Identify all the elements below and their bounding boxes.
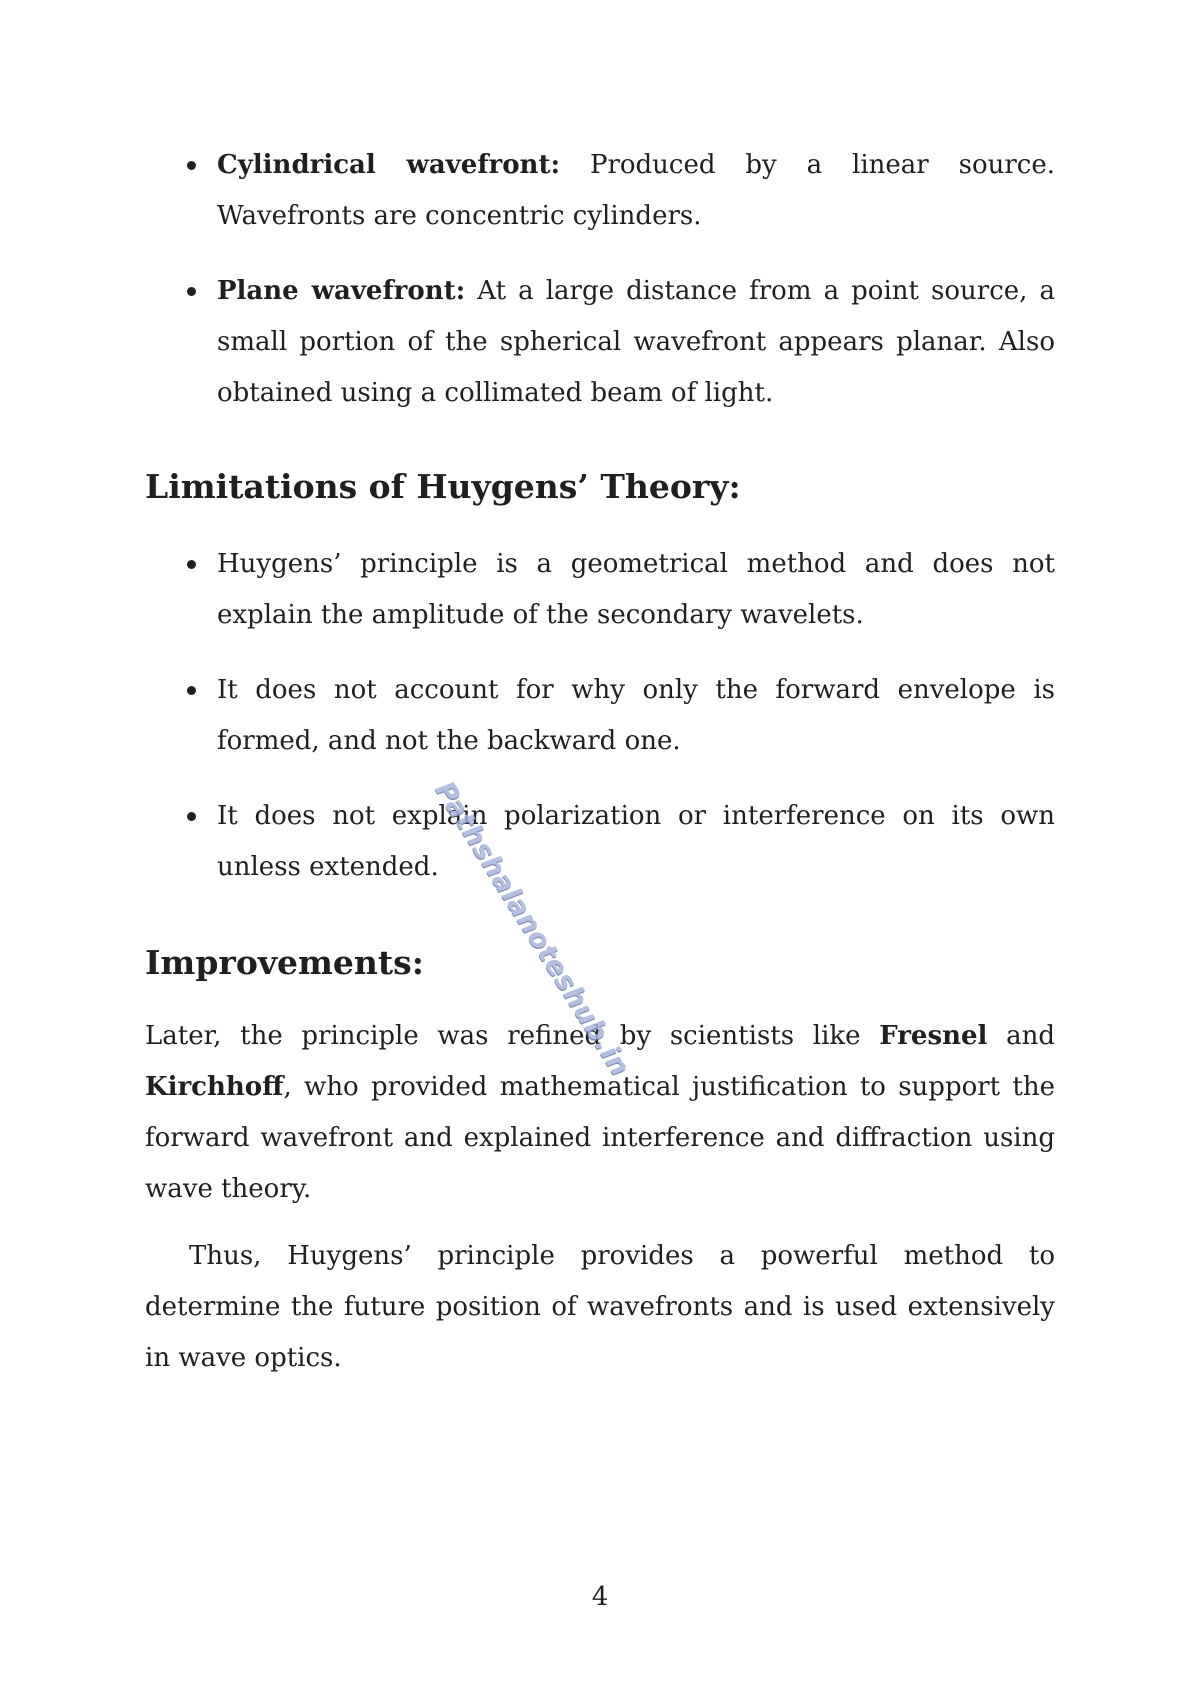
term-label: Cylindrical wavefront:: [217, 150, 561, 180]
bullet-icon: [187, 812, 196, 821]
wavefront-types-list: [145, 140, 1055, 419]
paragraph-text: , who provided mathematical justification to support the forward wavefront and explained interference and diffraction using wave theory.: [145, 1072, 1055, 1204]
term-description: At a large distance from a point source, a small portion of the spherical wavefront appears planar. Also obtained using a collimated beam of light.: [217, 276, 1056, 408]
list-item: [145, 539, 1055, 641]
conclusion-paragraph: Thus, Huygens’ principle provides a powerful method to determine the future position of wavefronts and is used extensively in wave optics.: [145, 1241, 1055, 1373]
term-label: Plane wavefront:: [217, 276, 466, 306]
limitations-list: [145, 539, 1055, 893]
bullet-icon: [187, 287, 196, 296]
scientist-name-fresnel: Fresnel: [879, 1021, 988, 1051]
list-item: [145, 791, 1055, 893]
limitations-heading: Limitations of Huygens’ Theory:: [145, 467, 741, 506]
list-item: [145, 140, 1055, 242]
bullet-icon: [187, 161, 196, 170]
list-item-text: It does not account for why only the forward envelope is formed, and not the backward one.: [217, 675, 1055, 756]
paragraph-text: and: [987, 1021, 1055, 1051]
improvements-heading: Improvements:: [145, 943, 424, 982]
list-item: [145, 665, 1055, 767]
list-item-text: It does not explain polarization or interference on its own unless extended.: [217, 801, 1055, 882]
watermark-text: Pathshalanoteshub.in: [428, 776, 636, 1082]
bullet-icon: [187, 686, 196, 695]
list-item: [145, 266, 1055, 419]
scientist-name-kirchhoff: Kirchhoff: [145, 1072, 284, 1102]
page-content: [145, 140, 1055, 1384]
term-description: Produced by a linear source. Wavefronts are concentric cylinders.: [217, 150, 1055, 231]
page-number: 4: [591, 1582, 609, 1612]
list-item-text: Huygens’ principle is a geometrical method and does not explain the amplitude of the secondary wavelets.: [217, 549, 1055, 630]
bullet-icon: [187, 560, 196, 569]
paragraph-text: Later, the principle was refined by scientists like: [145, 1021, 880, 1051]
